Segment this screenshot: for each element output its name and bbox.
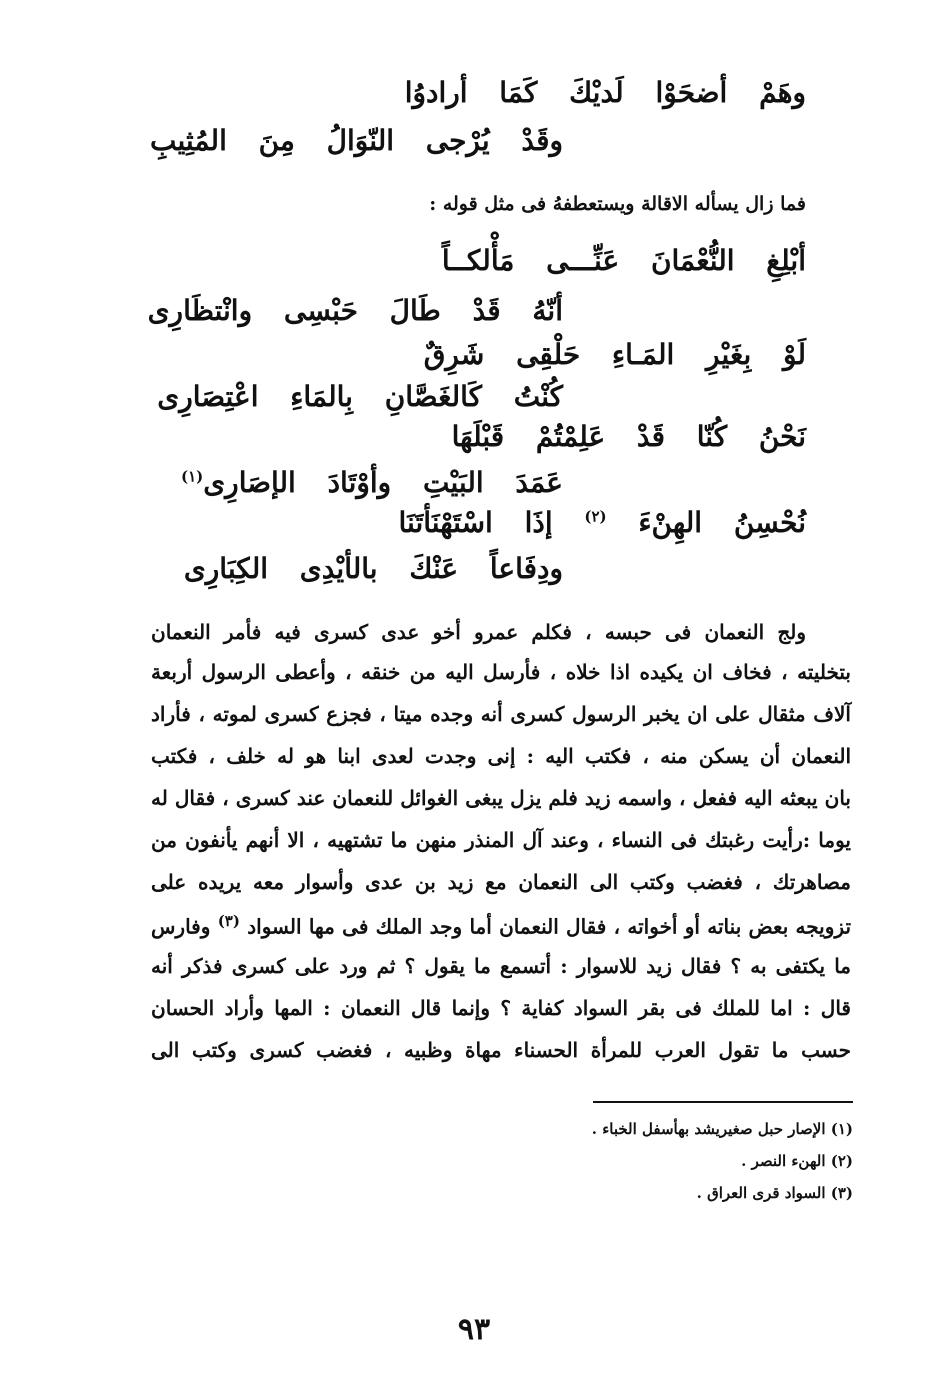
prose-line: مصاهرتك ، فغضب وكتب الى النعمان مع زيد بن عدى وأسوار معه يريده على [151, 870, 851, 894]
footnote-ref: (٢) [584, 507, 607, 526]
prose-line: آلاف مثقال على ان يخبر الرسول كسرى أنه وجده ميتا ، فجزع كسرى لموته ، فأراد [151, 702, 851, 726]
verse-line: لَوْ بِغَيْرِ المَـاءِ حَلْقِى شَرِقٌ [423, 338, 806, 371]
prose-line [151, 912, 851, 939]
prose-text: وفارس [151, 914, 211, 939]
verse-line: نَحْنُ كُنّا قَدْ عَلِمْتُمْ قَبْلَهَا [451, 420, 806, 453]
prose-line: بتخليته ، فخاف ان يكيده اذا خلاه ، فأرسل اليه من خنقه ، وأعطى الرسول أربعة [151, 660, 851, 684]
verse-line: أبْلِغِ النُّعْمَانَ عَنِّـــى مَأْلكــاً [441, 244, 806, 277]
footnote: (١) الإصار حبل صغيريشد بهأسفل الخباء . [591, 1120, 853, 1138]
verse-text: نُحْسِنُ الهِنْءَ [638, 506, 806, 539]
verse-line [181, 466, 563, 499]
intro-line: فما زال يسأله الاقالة ويستعطفهُ فى مثل قوله : [429, 193, 806, 215]
footnote-ref: (٣) [217, 912, 240, 930]
verse-text: إذَا اسْتَهْنَأتَنَا [398, 506, 553, 539]
page-number: ٩٣ [457, 1312, 491, 1347]
prose-line: حسب ما تقول العرب للمرأة الحسناء مهاة وظبيه ، فغضب كسرى وكتب الى [151, 1038, 851, 1062]
prose-line: قال : اما للملك فى بقر السواد كفاية ؟ وإنما قال النعمان : المها وأراد الحسان [151, 996, 851, 1020]
prose-line: ولج النعمان فى حبسه ، فكلم عمرو أخو عدى كسرى فيه فأمر النعمان [151, 620, 806, 644]
verse-line: وهَمْ أضحَوْا لَديْكَ كَمَا أرادوُا [404, 76, 806, 109]
prose-line: ما يكتفى به ؟ فقال زيد للاسوار : أتسمع ما يقول ؟ ثم ورد على كسرى فذكر أنه [151, 954, 851, 978]
footnote-ref: (١) [180, 467, 204, 486]
verse-line: كُنْتُ كَالغَصَّانِ بِالمَاءِ اعْتِصَارِى [157, 380, 563, 413]
prose-line: النعمان أن يسكن منه ، فكتب اليه : إنى وجدت لعدى ابنا هو له خلف ، فكتب [151, 744, 851, 768]
verse-line: أنّهُ قَدْ طَالَ حَبْسِى وانْتظَارِى [147, 294, 563, 327]
verse-line: ودِفَاعاً عَنْكَ بالأيْدِى الكِبَارِى [183, 552, 563, 585]
prose-line: بان يبعثه اليه ففعل ، واسمه زيد فلم يزل يبغى الغوائل للنعمان عند كسرى ، فقال له [151, 786, 851, 810]
footnote: (٢) الهنء النصر . [741, 1152, 853, 1170]
footnote: (٣) السواد قرى العراق . [696, 1184, 853, 1202]
prose-line: يوما :رأيت رغبتك فى النساء ، وعند آل المنذر منهن ما تشتهيه ، الا أنهم يأنفون من [151, 828, 851, 852]
verse-line [398, 506, 806, 539]
verse-line: وقَدْ يُرْجى النّوَالُ مِنَ المُثِيبِ [149, 124, 563, 157]
verse-text: عَمَدَ البَيْتِ وأوْتَادَ الإصَارِى [203, 466, 563, 499]
footnote-divider [593, 1101, 853, 1103]
prose-text: تزويجه بعض بناته أو أخواته ، فقال النعمان أما وجد الملك فى مها السواد [247, 914, 852, 939]
